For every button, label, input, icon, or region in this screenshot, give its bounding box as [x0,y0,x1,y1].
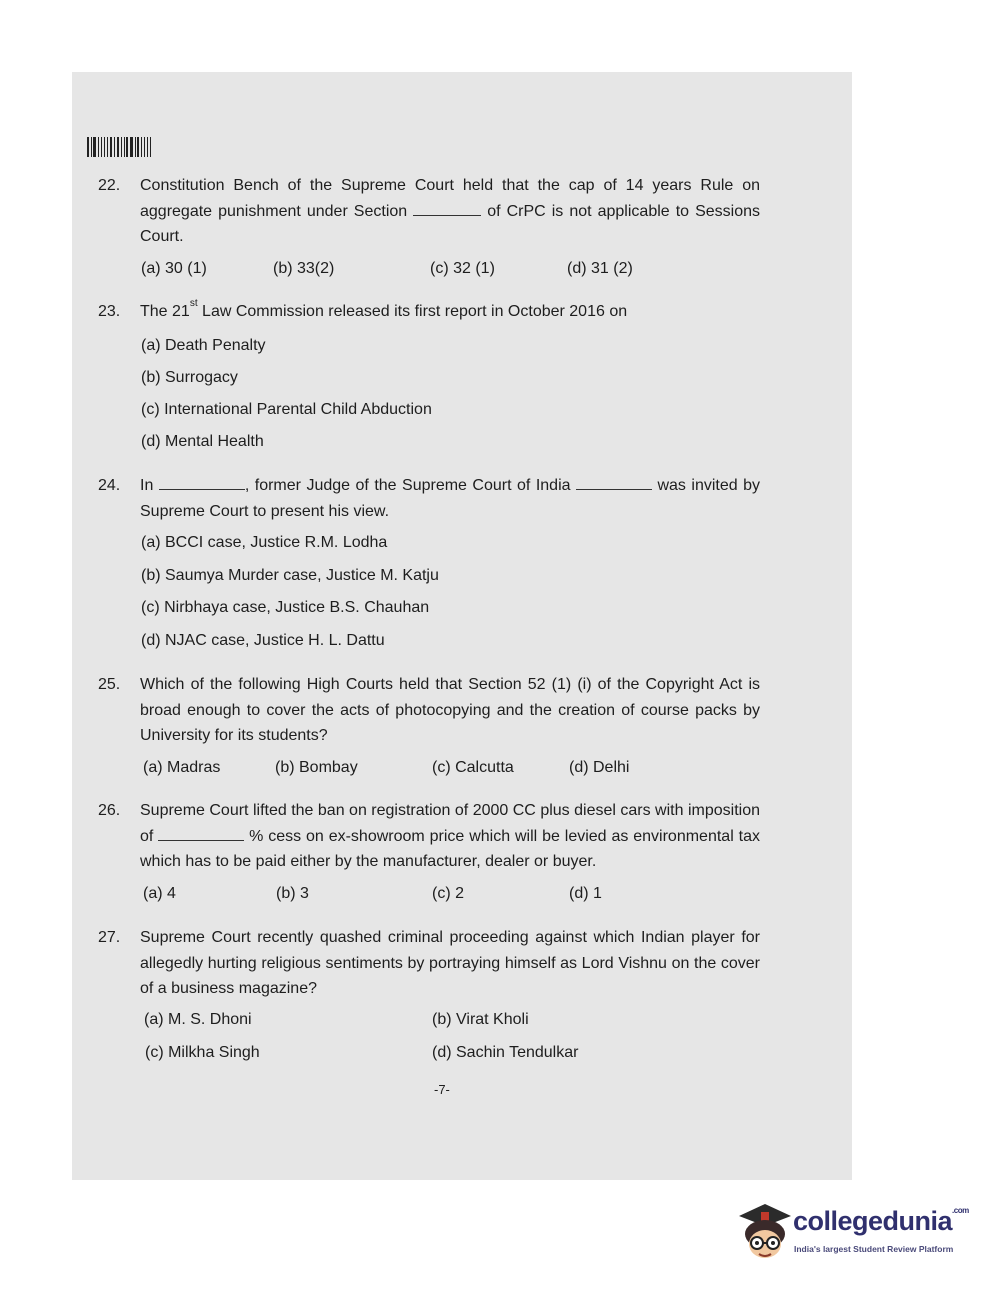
option-d: (d) 31 (2) [567,260,633,277]
option-a: (a) 30 (1) [141,260,207,277]
option-d: (d) 1 [569,885,602,902]
option-a: (a) BCCI case, Justice R.M. Lodha [141,534,388,551]
option-c: (c) 2 [432,885,464,902]
question-text: Which of the following High Courts held that Section 52 (1) (i) of the Copyright Act is broad enough to cover the acts of photocopying and the creation of course packs by University for its students? [140,676,760,744]
option-b: (b) Surrogacy [141,369,238,386]
question-text: Supreme Court recently quashed criminal proceeding against which Indian player for allegedly hurting religious sentiments by portraying himself as Lord Vishnu on the cover of a business magazine? [140,929,760,997]
page-number: -7- [434,1082,450,1097]
question-number: 25. [98,676,121,693]
option-d: (d) NJAC case, Justice H. L. Dattu [141,632,385,649]
question-number: 23. [98,303,121,320]
option-b: (b) Virat Kholi [432,1011,529,1028]
answer-blank [413,201,481,216]
option-b: (b) Saumya Murder case, Justice M. Katju [141,567,439,584]
logo-tagline: India's largest Student Review Platform [794,1244,954,1254]
answer-blank-1 [159,475,245,490]
question-text: Constitution Bench of the Supreme Court held that the cap of 14 years Rule on aggregate punishment under Section of CrPC is not applicable to Sessions Court. [140,177,760,245]
mascot-icon [735,1198,795,1266]
option-d: (d) Sachin Tendulkar [432,1044,579,1061]
option-d: (d) Delhi [569,759,630,776]
option-d: (d) Mental Health [141,433,264,450]
answer-blank [158,826,244,841]
option-c: (c) 32 (1) [430,260,495,277]
question-number: 24. [98,477,121,494]
question-number: 22. [98,177,121,194]
option-c: (c) Milkha Singh [145,1044,260,1061]
answer-blank-2 [576,475,652,490]
question-text: In , former Judge of the Supreme Court of India was invited by Supreme Court to present his view. [140,477,761,520]
question-number: 26. [98,802,121,819]
logo-wordmark: collegedunia$^{.com}$ [793,1206,969,1236]
question-text: Supreme Court lifted the ban on registration of 2000 CC plus diesel cars with imposition of % cess on ex-showroom price which will be levied as environmental tax which has to be paid either by the manufacturer, dealer or buyer. [140,802,760,870]
option-a: (a) M. S. Dhoni [144,1011,252,1028]
question-text: The 21st Law Commission released its first report in October 2016 on [140,298,628,320]
barcode [87,137,153,157]
option-b: (b) Bombay [275,759,358,776]
option-c: (c) Calcutta [432,759,514,776]
question-number: 27. [98,929,121,946]
option-a: (a) Death Penalty [141,337,266,354]
option-c: (c) Nirbhaya case, Justice B.S. Chauhan [141,599,430,616]
option-b: (b) 33(2) [273,260,335,277]
option-c: (c) International Parental Child Abduction [141,401,432,418]
collegedunia-logo[interactable] [735,1198,969,1268]
option-a: (a) 4 [143,885,176,902]
option-b: (b) 3 [276,885,309,902]
option-a: (a) Madras [143,759,221,776]
